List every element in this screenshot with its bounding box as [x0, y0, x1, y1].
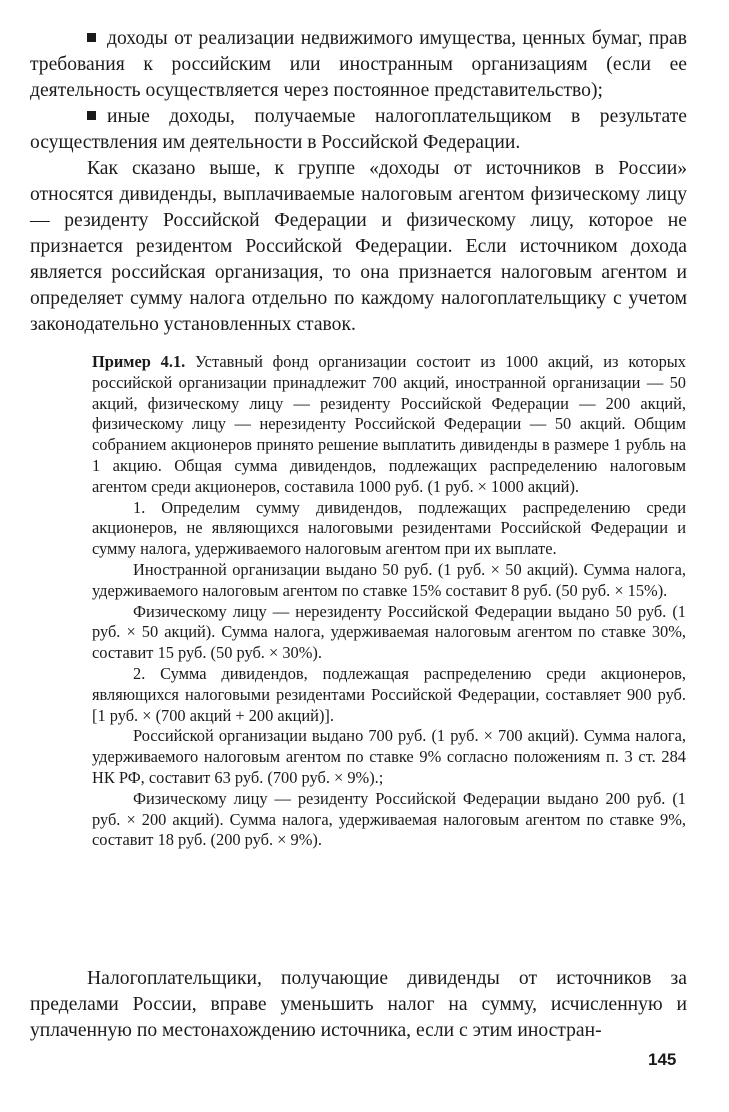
closing-text: [30, 966, 687, 1044]
example-russian-org: Российской организации выдано 700 руб. (1 руб. × 700 акций). Сумма налога, удерживаемого налоговым агентом по ставке 9% согласно положениям п. 3 ст. 284 НК РФ, составит 63 руб. (700 руб. × 9%).;: [92, 726, 686, 787]
example-label: Пример 4.1.: [92, 352, 186, 371]
bullet-item: иные доходы, получаемые налогоплательщиком в результате осуществления им деятельности в Российской Федерации.: [30, 104, 687, 156]
example-block: [92, 352, 686, 851]
intro-paragraph: Как сказано выше, к группе «доходы от источников в России» относятся дивиденды, выплачиваемые налоговым агентом физическому лицу — резиденту Российской Федерации и физическому лицу, которое не признается резидентом Российской Федерации. Если источником дохода является российская организация, то она признается налоговым агентом и определяет сумму налога отдельно по каждому налогоплательщику с учетом законодательно установленных ставок.: [30, 158, 687, 335]
example-step-2: 2. Сумма дивидендов, подлежащая распределению среди акционеров, являющихся налоговыми резидентами Российской Федерации, составляет 900 руб. [1 руб. × (700 акций + 200 акций)].: [92, 663, 686, 725]
example-step-1: 1. Определим сумму дивидендов, подлежащих распределению среди акционеров, не являющихся налоговыми резидентами Российской Федерации и сумму налога, удерживаемого налоговым агентом при их выплате.: [92, 497, 686, 559]
example-resident: Физическому лицу — резиденту Российской Федерации выдано 200 руб. (1 руб. × 200 акций). Сумма налога, удерживаемая налоговым агентом по ставке 9%, составит 18 руб. (200 руб. × 9%).: [92, 788, 686, 850]
example-foreign-org: Иностранной организации выдано 50 руб. (1 руб. × 50 акций). Сумма налога, удерживаемого налоговым агентом по ставке 15% составит 8 руб. (50 руб. × 15%).: [92, 559, 686, 600]
closing-paragraph: Налогоплательщики, получающие дивиденды от источников за пределами России, вправе уменьшить налог на сумму, исчисленную и уплаченную по местонахождению источника, если с этим иностран-: [30, 968, 687, 1041]
example-statement-text: Уставный фонд организации состоит из 1000 акций, из которых российской организации принадлежит 700 акций, иностранной организации — 50 акций, физическому лицу — резиденту Российской Федерации — 200 акций, физическому лицу — нерезиденту Российской Федерации — 50 акций. Общим собранием акционеров принято решение выплатить дивиденды в размере 1 рубль на 1 акцию. Общая сумма дивидендов, подлежащих распределению налоговым агентом среди акционеров, составила 1000 руб. (1 руб. × 1000 акций).: [92, 352, 686, 496]
page-number: 145: [648, 1050, 677, 1069]
bullet-item: доходы от реализации недвижимого имущества, ценных бумаг, прав требования к российским или иностранным организациям (если ее деятельность осуществляется через постоянное представительство);: [30, 26, 687, 104]
example-statement: [92, 352, 686, 498]
main-text: [30, 26, 687, 338]
example-nonresident: Физическому лицу — нерезиденту Российской Федерации выдано 50 руб. (1 руб. × 50 акций). Сумма налога, удерживаемая налоговым агентом по ставке 30%, составит 15 руб. (50 руб. × 30%).: [92, 601, 686, 663]
